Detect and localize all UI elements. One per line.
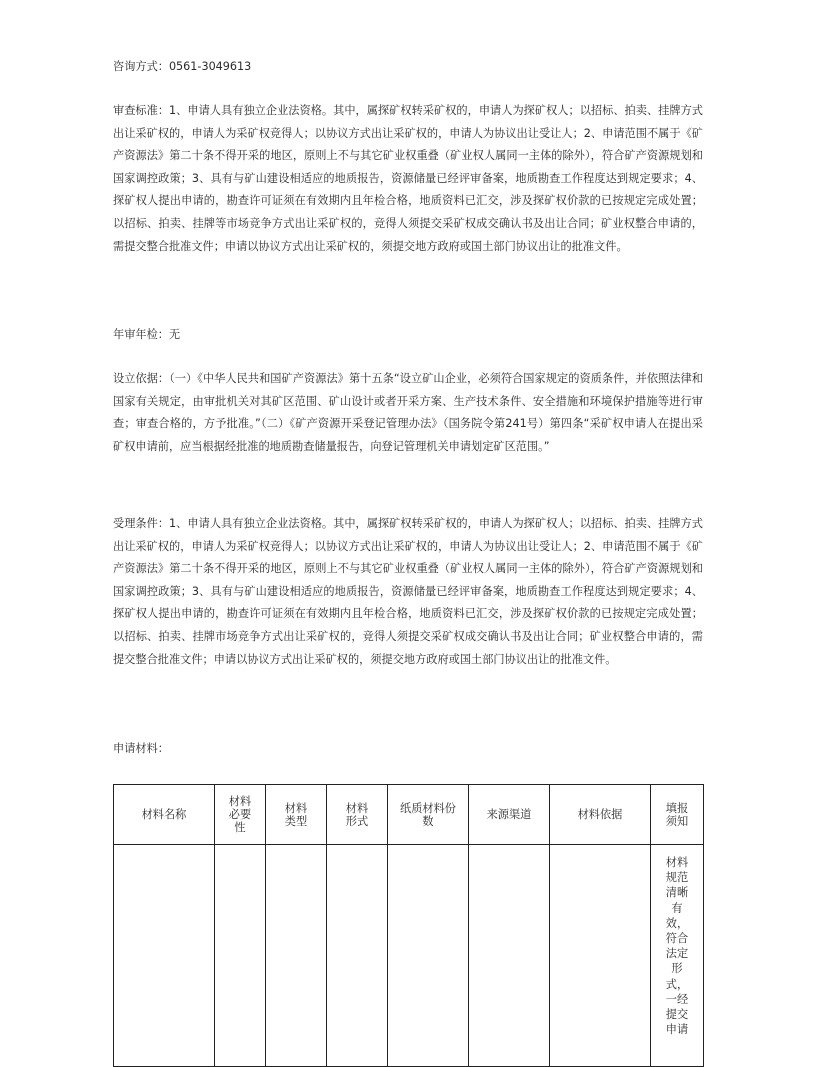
header-source-channel: 来源渠道	[469, 785, 550, 845]
cell-fill-notes	[651, 845, 704, 1067]
header-material-type: 材料类型	[266, 785, 327, 845]
annual-check-paragraph: 年审年检：无	[113, 328, 181, 341]
review-standard-paragraph: 审查标准：1、申请人具有独立企业法资格。其中，属探矿权转采矿权的，申请人为探矿权人；以招标、拍卖、挂牌方式出让采矿权的，申请人为采矿权竞得人；以协议方式出让采矿权的，申请人为协议出让受让人；2、申请范围不属于《矿产资源法》第二十条不得开采的地区，原则上不与其它矿业权重叠（矿业权人属同一主体的除外），符合矿产资源规划和国家调控政策；3、具有与矿山建设相适应的地质报告，资源储量已经评审备案，地质勘查工作程度达到规定要求；4、探矿权人提出申请的，勘查许可证须在有效期内且年检合格，地质资料已汇交，涉及探矿权价款的已按规定完成处置；以招标、拍卖、挂牌等市场竞争方式出让采矿权的，竞得人须提交采矿权成交确认书及出让合同；矿业权整合申请的，需提交整合批准文件；申请以协议方式出让采矿权的，须提交地方政府或国土部门协议出让的批准文件。	[113, 104, 703, 253]
materials-table	[113, 784, 704, 1067]
cell-paper-copies	[388, 845, 469, 1067]
legal-basis-paragraph: 设立依据：（一）《中华人民共和国矿产资源法》第十五条“设立矿山企业，必须符合国家规定的资质条件，并依照法律和国家有关规定，由审批机关对其矿区范围、矿山设计或者开采方案、生产技术条件、安全措施和环境保护措施等进行审查；审查合格的，方予批准。”（二）《矿产资源开采登记管理办法》（国务院令第241号）第四条“采矿权申请人在提出采矿权申请前，应当根据经批准的地质勘查储量报告，向登记管理机关申请划定矿区范围。”	[113, 372, 703, 453]
cell-material-name	[114, 845, 215, 1067]
table-row	[114, 845, 704, 1067]
table-header-row	[114, 785, 704, 845]
header-material-required: 材料必要性	[215, 785, 266, 845]
header-paper-copies: 纸质材料份数	[388, 785, 469, 845]
cell-material-basis	[550, 845, 651, 1067]
acceptance-conditions-paragraph: 受理条件：1、申请人具有独立企业法资格。其中，属探矿权转采矿权的，申请人为探矿权人；以招标、拍卖、挂牌方式出让采矿权的，申请人为采矿权竞得人；以协议方式出让采矿权的，申请人为协议出让受让人；2、申请范围不属于《矿产资源法》第二十条不得开采的地区，原则上不与其它矿业权重叠（矿业权人属同一主体的除外），符合矿产资源规划和国家调控政策；3、具有与矿山建设相适应的地质报告，资源储量已经评审备案，地质勘查工作程度达到规定要求；4、探矿权人提出申请的，勘查许可证须在有效期内且年检合格，地质资料已汇交，涉及探矿权价款的已按规定完成处置；以招标、拍卖、挂牌市场竞争方式出让采矿权的，竞得人须提交采矿权成交确认书及出让合同；矿业权整合申请的，需提交整合批准文件；申请以协议方式出让采矿权的，须提交地方政府或国土部门协议出让的批准文件。	[113, 517, 703, 666]
cell-material-type	[266, 845, 327, 1067]
materials-label: 申请材料：	[113, 742, 169, 755]
header-fill-notes: 填报须知	[651, 785, 704, 845]
cell-material-form	[327, 845, 388, 1067]
header-material-basis: 材料依据	[550, 785, 651, 845]
cell-source-channel	[469, 845, 550, 1067]
cell-material-required	[215, 845, 266, 1067]
header-material-form: 材料形式	[327, 785, 388, 845]
header-material-name: 材料名称	[114, 785, 215, 845]
fill-notes-text: 材料规范清晰有效，符合法定形式，一经提交申请	[665, 856, 689, 1037]
contact-info: 咨询方式：0561-3049613	[113, 60, 252, 73]
